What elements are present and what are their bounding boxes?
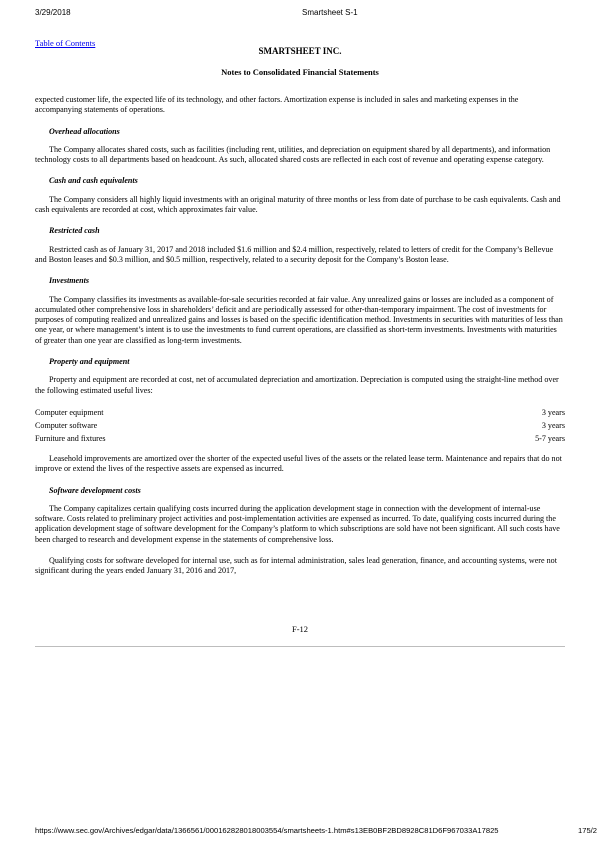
page-divider <box>35 646 565 647</box>
useful-life: 3 years <box>541 421 565 431</box>
paragraph-property-equipment: Property and equipment are recorded at cost, net of accumulated depreciation and amortization. Depreciation is computed using the straight-line method over the following estimated useful lives: <box>35 375 559 395</box>
document-title: Smartsheet S-1 <box>302 8 358 17</box>
asset-name: Furniture and fixtures <box>35 434 106 444</box>
print-date: 3/29/2018 <box>35 8 71 17</box>
heading-restricted-cash: Restricted cash <box>49 226 100 236</box>
table-row <box>35 420 565 433</box>
paragraph-restricted-cash: Restricted cash as of January 31, 2017 and 2018 included $1.6 million and $2.4 million, respectively, related to letters of credit for the Company’s Bellevue and Boston leases and $0.3 million, and $0.5 million, respectively, related to a security deposit for the Company’s Boston lease. <box>35 244 554 264</box>
table-row <box>35 407 565 420</box>
asset-name: Computer software <box>35 421 98 431</box>
paragraph-overhead-allocations: The Company allocates shared costs, such as facilities (including rent, utilities, and depreciation on equipment shared by all departments), and information technology costs to all departments based on headcount. As such, allocated shared costs are reflected in each cost of revenue and operating expense category. <box>35 144 551 165</box>
table-row <box>35 433 565 446</box>
paragraph-leasehold-improvements: Leasehold improvements are amortized over the shorter of the expected useful lives of the assets or the related lease term. Maintenance and repairs that do not improve or extend the lives of the respective assets are expensed as incurred. <box>35 453 562 474</box>
heading-property-equipment: Property and equipment <box>49 357 130 367</box>
footer-url: https://www.sec.gov/Archives/edgar/data/1366561/000162828018003554/smartsheets-1.htm#s13EB0BF2BD8928C81D6F967033A17825 <box>35 826 499 835</box>
intro-paragraph: expected customer life, the expected life of its technology, and other factors. Amortization expense is included in sales and marketing expenses in the accompanying statements of operations. <box>35 95 519 115</box>
paragraph-investments: The Company classifies its investments as available-for-sale securities recorded at fair value. Any unrealized gains or losses are included as a component of accumulated other comprehensive loss in shareholders’ deficit and are periodically assessed for other-than-temporary impairment. The cost of investments for purposes of computing realized and unrealized gains and losses is based on the specific identification method. Investments in securities with maturities of less than one year, or where management’s intent is to use the investments to fund current operations, are classified as short-term investments. Investments with maturities of greater than one year are classified as long-term investments. <box>35 294 563 345</box>
paragraph-software-development: The Company capitalizes certain qualifying costs incurred during the application development stage in connection with the development of internal-use software. Costs related to preliminary project activities and post-implementation activities are expensed as incurred. To date, qualifying costs incurred during the application development stage of software development for the Company’s platform to which subscriptions are sold have not been significant. All such costs have been charged to research and development expense in the statements of comprehensive loss. <box>35 503 560 544</box>
notes-title: Notes to Consolidated Financial Statements <box>221 67 379 77</box>
useful-lives-table <box>35 407 565 446</box>
heading-overhead-allocations: Overhead allocations <box>49 126 120 136</box>
useful-life: 5-7 years <box>535 434 565 444</box>
heading-software-development: Software development costs <box>49 485 141 495</box>
heading-cash-equivalents: Cash and cash equivalents <box>49 176 138 186</box>
heading-investments: Investments <box>49 276 90 286</box>
footer-page-count: 175/2 <box>578 826 598 835</box>
notes-body <box>35 95 565 577</box>
table-of-contents-link[interactable]: Table of Contents <box>35 38 96 48</box>
company-name: SMARTSHEET INC. <box>258 46 342 56</box>
useful-life: 3 years <box>541 408 565 418</box>
asset-name: Computer equipment <box>35 408 104 418</box>
paragraph-qualifying-costs: Qualifying costs for software developed for internal use, such as for internal administration, sales lead generation, finance, and accounting systems, were not significant during the years ended January 31, 2016 and 2017, <box>35 556 557 576</box>
page-number: F-12 <box>291 624 309 634</box>
paragraph-cash-equivalents: The Company considers all highly liquid investments with an original maturity of three months or less from date of purchase to be cash equivalents. Cash and cash equivalents are recorded at cost, which approximates fair value. <box>35 194 561 215</box>
